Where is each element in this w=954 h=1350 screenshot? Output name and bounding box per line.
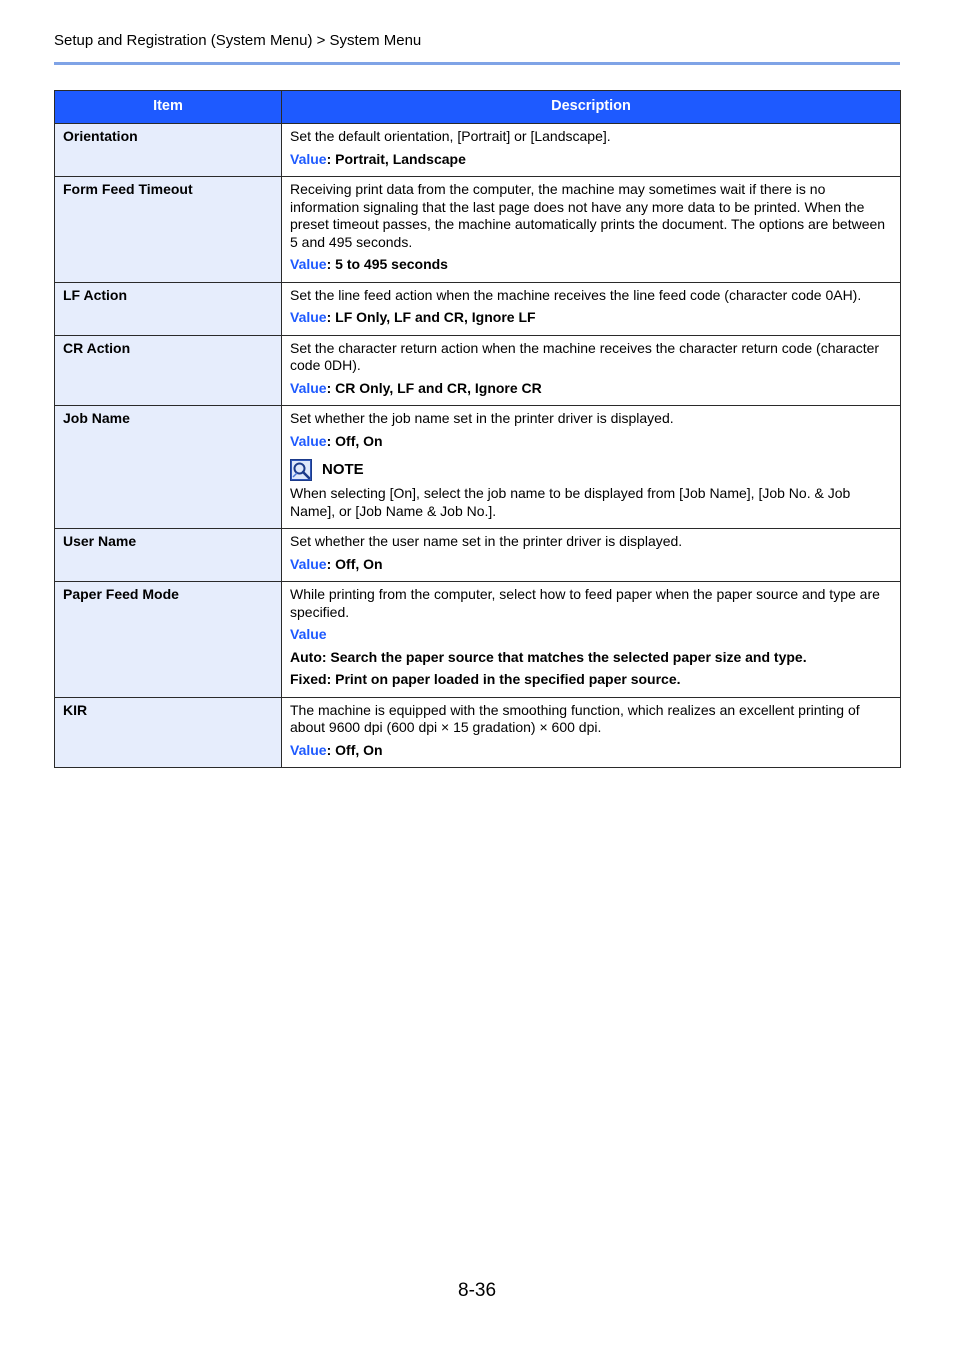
value-label: Value bbox=[290, 555, 327, 572]
note-heading bbox=[290, 459, 892, 481]
description-text: Set the line feed action when the machine receives the line feed code (character code 0AH). bbox=[290, 286, 862, 303]
value-line bbox=[290, 556, 892, 574]
table-header-row bbox=[55, 91, 901, 124]
breadcrumb: Setup and Registration (System Menu) > System Menu bbox=[54, 32, 422, 49]
description-text: Set whether the user name set in the printer driver is displayed. bbox=[290, 533, 683, 549]
description-cell bbox=[282, 529, 901, 582]
value-option-fixed: Fixed: Print on paper loaded in the specified paper source. bbox=[290, 671, 681, 687]
item-name: LF Action bbox=[55, 282, 282, 335]
value-options: : CR Only, LF and CR, Ignore CR bbox=[326, 379, 542, 396]
value-label: Value bbox=[290, 741, 327, 758]
value-line bbox=[290, 433, 892, 451]
item-name: KIR bbox=[55, 697, 282, 768]
description-cell bbox=[282, 406, 901, 529]
value-line bbox=[290, 626, 892, 644]
column-header-item: Item bbox=[55, 91, 282, 124]
table-row bbox=[55, 124, 901, 177]
table-row bbox=[55, 282, 901, 335]
value-options: : Off, On bbox=[326, 555, 383, 572]
description-text: Set the character return action when the machine receives the character return code (character code 0DH). bbox=[290, 339, 880, 373]
value-line bbox=[290, 256, 892, 274]
value-line bbox=[290, 742, 892, 760]
value-label: Value bbox=[290, 256, 327, 272]
description-text: Receiving print data from the computer, the machine may sometimes wait if there is no information signaling that the last page does not have any more data to be printed. When the preset timeout passes, the machine automatically prints the document. The options are between 5 and 495 seconds. bbox=[290, 181, 886, 250]
value-label: Value bbox=[290, 150, 327, 167]
description-cell bbox=[282, 177, 901, 283]
table-row bbox=[55, 406, 901, 529]
note-text: When selecting [On], select the job name to be displayed from [Job Name], [Job No. & Job Name], or [Job Name & Job No.]. bbox=[290, 485, 851, 519]
description-cell bbox=[282, 582, 901, 698]
item-name: Form Feed Timeout bbox=[55, 177, 282, 283]
value-label: Value bbox=[290, 626, 327, 642]
value-label: Value bbox=[290, 379, 327, 396]
description-cell bbox=[282, 124, 901, 177]
value-options: : LF Only, LF and CR, Ignore LF bbox=[326, 309, 536, 325]
value-line bbox=[290, 151, 892, 169]
description-cell bbox=[282, 335, 901, 406]
settings-table bbox=[54, 90, 901, 768]
note-icon bbox=[290, 459, 312, 481]
value-option-auto: Auto: Search the paper source that matches the selected paper size and type. bbox=[290, 648, 807, 665]
item-name: Job Name bbox=[55, 406, 282, 529]
description-cell bbox=[282, 282, 901, 335]
header-divider bbox=[54, 62, 900, 65]
item-name: User Name bbox=[55, 529, 282, 582]
value-label: Value bbox=[290, 309, 327, 325]
table-row bbox=[55, 177, 901, 283]
item-name: Orientation bbox=[55, 124, 282, 177]
page-number: 8-36 bbox=[458, 1280, 497, 1301]
value-options: : Off, On bbox=[326, 432, 383, 449]
description-text: While printing from the computer, select how to feed paper when the paper source and type are specified. bbox=[290, 586, 880, 620]
table-row bbox=[55, 697, 901, 768]
description-cell bbox=[282, 697, 901, 768]
table-row bbox=[55, 335, 901, 406]
note-title: NOTE bbox=[322, 461, 364, 479]
item-name: Paper Feed Mode bbox=[55, 582, 282, 698]
value-label: Value bbox=[290, 432, 327, 449]
description-text: Set the default orientation, [Portrait] or [Landscape]. bbox=[290, 128, 611, 144]
value-line bbox=[290, 309, 892, 327]
value-options: : Portrait, Landscape bbox=[326, 150, 466, 167]
description-text: Set whether the job name set in the printer driver is displayed. bbox=[290, 410, 674, 426]
table-row bbox=[55, 529, 901, 582]
value-line bbox=[290, 380, 892, 398]
item-name: CR Action bbox=[55, 335, 282, 406]
value-options: : 5 to 495 seconds bbox=[326, 256, 448, 272]
column-header-description: Description bbox=[282, 91, 901, 124]
value-options: : Off, On bbox=[326, 741, 383, 758]
table-row bbox=[55, 582, 901, 698]
description-text: The machine is equipped with the smoothing function, which realizes an excellent printing of about 9600 dpi (600 dpi × 15 gradation) × 600 dpi. bbox=[290, 701, 860, 735]
